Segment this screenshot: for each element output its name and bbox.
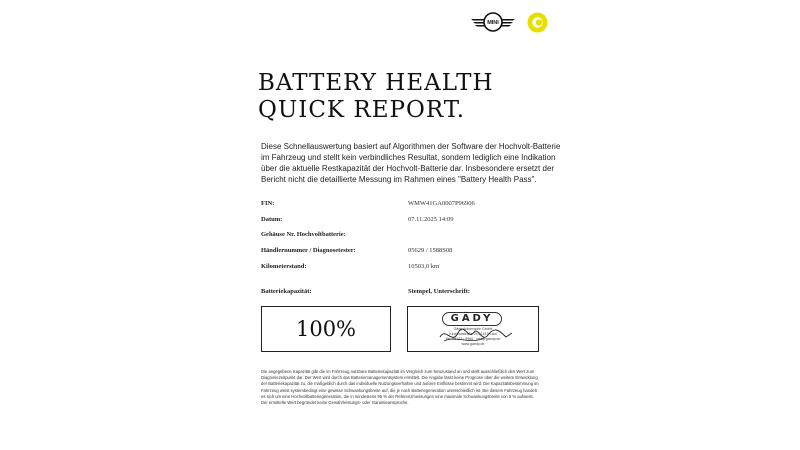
handwritten-signature (436, 323, 516, 349)
stamp-line: Kirchhofstraße 2b 91413 Lauf (449, 332, 497, 336)
stamp-logo: GÄDY (442, 312, 502, 326)
stamp-label: Stempel, Unterschrift: (408, 288, 471, 295)
dealer-number-label: Händlernummer / Diagnosetester: (261, 247, 356, 254)
fin-value: WMW41GA0007P96906 (408, 200, 475, 207)
date-value: 07.11.2025 14:09 (408, 216, 454, 223)
date-label: Datum: (261, 216, 283, 223)
capacity-value: 100% (295, 317, 357, 341)
report-intro: Diese Schnellauswertung basiert auf Algorithmen der Software der Hochvolt-Batterie im Fahrzeug und stellt kein verbindliches Resultat, sondern lediglich eine Indikation über die aktuelle Restkapazität der Hochvolt-Batterie dar. Insbesondere ersetzt der Bericht nicht die detaillierte Messung im Rahmen eines "Battery Health Pass". (261, 142, 561, 184)
capacity-box (261, 306, 391, 352)
mini-logo-text: MINI (487, 20, 499, 26)
stamp-box (407, 306, 539, 352)
mini-electric-badge (527, 12, 548, 33)
report-title (258, 70, 494, 124)
stamp-line: www.gaedy.de (461, 342, 485, 346)
capacity-label: Batteriekapazität: (261, 288, 312, 295)
fin-label: FIN: (261, 200, 275, 207)
disclaimer-text: Die angegebene Kapazität gibt die im Fahrzeug nutzbare Batteriekapazität im Vergleich zum Neuzustand an und stellt ausschließlich den Wert zum Diagnosezeitpunkt dar. Der Wert wird durch das Batteriemanagementsystem ermittelt. Die Angabe lässt keine Prognose über die weitere Entwicklung der Batteriekapazität zu, die maßgeblich durch das individuelle Nutzungsverhalten und äußere Einflüsse bestimmt wird. Die Kapazitätsbestimmung im Fahrzeug weist systembedingt eine gewisse Schwankungsbreite auf, die je nach Batteriegeneration unterschiedlich ist. Bei diesem Fahrzeug handelt es sich um eine Hochvoltbatteriegeneration, die in mindestens 95 % der Referenzmessungen eine maximale Schwankungsbreite von 5 % aufweist. Der ermittelte Wert begründet keine Gewährleistungs- oder Garantieansprüche. (261, 369, 539, 406)
dealer-stamp (434, 311, 512, 349)
mileage-value: 10503,0 km (408, 263, 440, 270)
stamp-line: Gädy Automobile GmbH (453, 327, 493, 331)
report-title-line1: BATTERY HEALTH (258, 70, 494, 96)
report-title-line2: QUICK REPORT. (258, 97, 466, 123)
dealer-number-value: 05629 / 1588S08 (408, 247, 453, 254)
stamp-line: Tel. 09123 / 9966 · info@gaedy.de (445, 337, 501, 341)
mini-logo (470, 11, 516, 33)
battery-housing-label: Gehäuse Nr. Hochvoltbatterie: (261, 231, 346, 238)
mileage-label: Kilometerstand: (261, 263, 307, 270)
